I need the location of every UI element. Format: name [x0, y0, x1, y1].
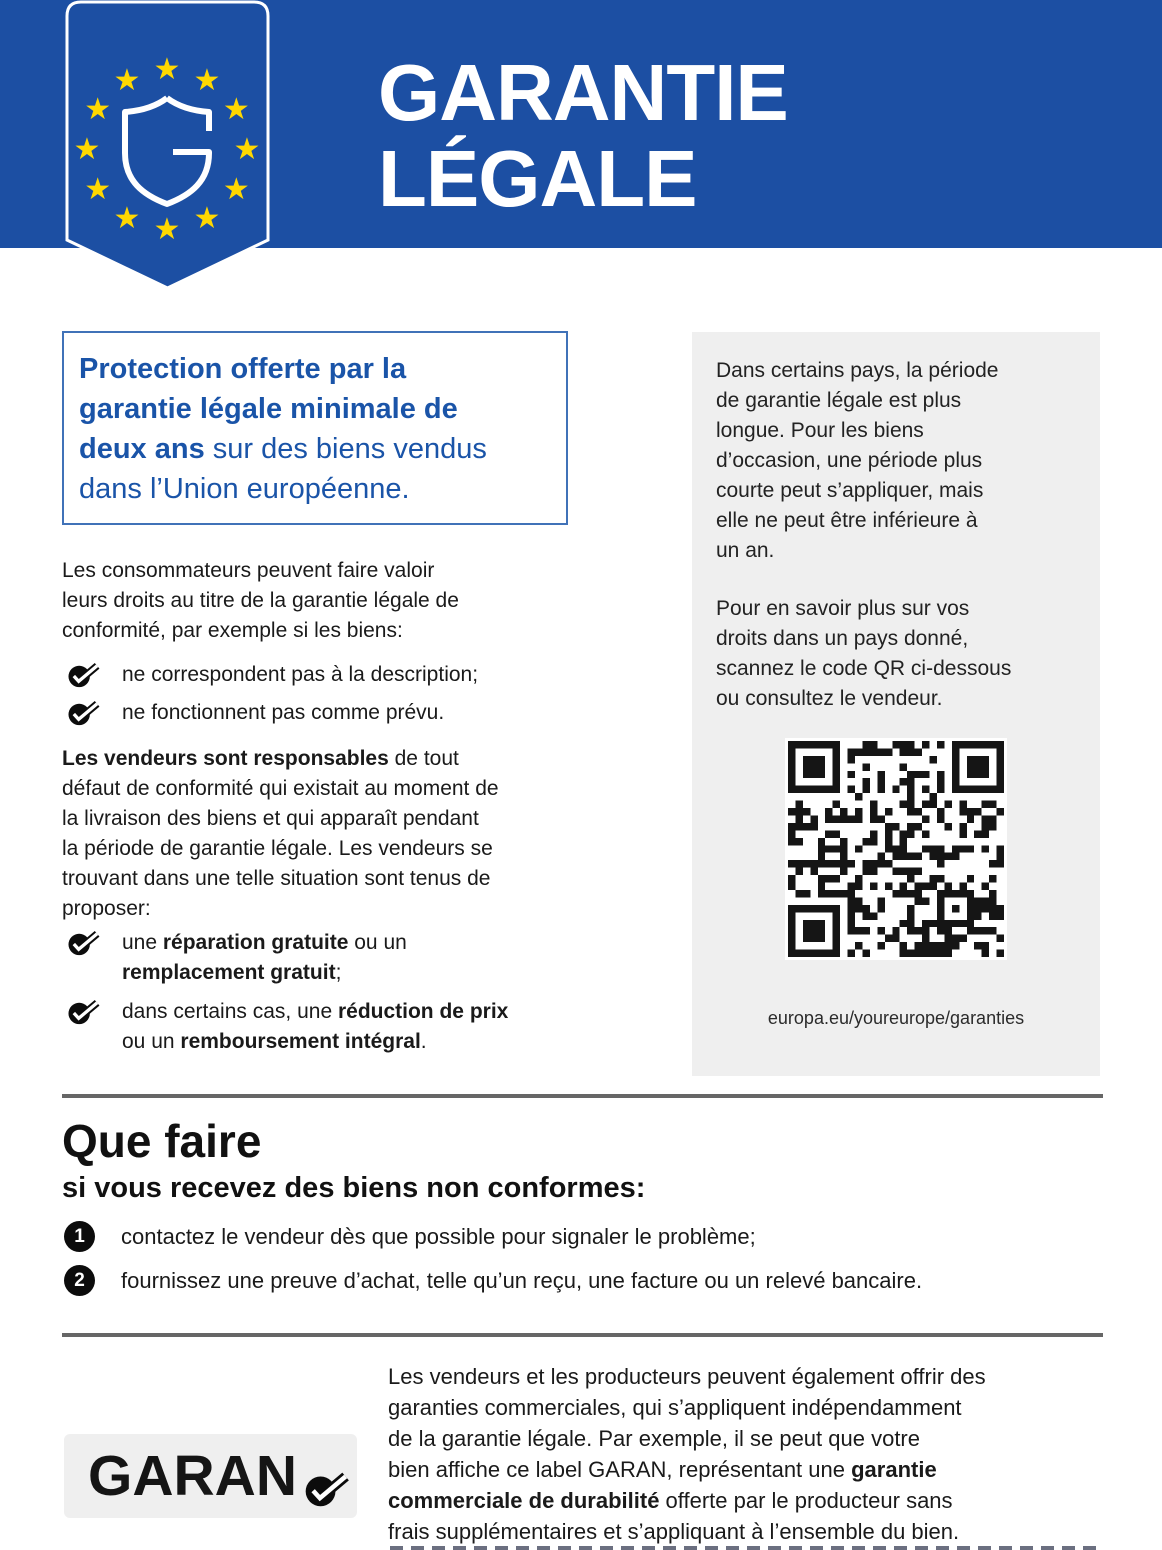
- check-item-text: ne correspondent pas à la description;: [122, 663, 479, 686]
- qr-caption-url: europa.eu/youreurope/garanties: [767, 1008, 1025, 1028]
- eu-star-icon: ★: [233, 133, 261, 166]
- check-item-text: une réparation gratuite ou un remplacement gratuit;: [122, 931, 407, 984]
- page-title-line2: LÉGALE: [378, 134, 697, 223]
- commercial-guarantee-paragraph: Les vendeurs et les producteurs peuvent également offrir des garanties commerciales, qui s’appliquent indépendamment de la garantie légale. Par exemple, il se peut que votre bien affiche ce label GARAN, représentant une garantie commerciale de durabilité offerte par le producteur sans frais supplémentaires et s’appliquant à l’ensemble du bien.: [388, 1364, 986, 1544]
- cutoff-text-line: [390, 1546, 1102, 1550]
- qr-code: [785, 738, 1007, 960]
- eu-guarantee-badge: [65, 0, 270, 290]
- garan-label-text: GARAN: [88, 1444, 297, 1508]
- check-badge-icon: [68, 930, 108, 962]
- check-badge-icon: [305, 1471, 351, 1514]
- check-badge-icon: [68, 700, 108, 732]
- eu-star-icon: ★: [222, 173, 250, 206]
- consumer-rights-paragraph: Les consommateurs peuvent faire valoir leurs droits au titre de la garantie légale de conformité, par exemple si les biens:: [62, 559, 459, 642]
- eu-star-icon: ★: [222, 93, 250, 126]
- qr-instructions-paragraph: Pour en savoir plus sur vos droits dans un pays donné, scannez le code QR ci-dessous ou consultez le vendeur.: [716, 597, 1012, 710]
- eu-star-icon: ★: [153, 53, 181, 86]
- check-item-text: ne fonctionnent pas comme prévu.: [122, 701, 445, 724]
- intro-highlight-box: Protection offerte par la garantie légale minimale de deux ans sur des biens vendus dans l’Union européenne.: [62, 331, 568, 525]
- eu-star-icon: ★: [153, 213, 181, 246]
- section-divider: [62, 1094, 1103, 1098]
- check-badge-icon: [68, 999, 108, 1031]
- page-title: [378, 50, 788, 222]
- what-to-do-subheading: si vous recevez des biens non conformes:: [62, 1172, 646, 1204]
- check-item-description: [68, 660, 638, 694]
- eu-star-icon: ★: [113, 63, 141, 97]
- check-item-text: dans certains cas, une réduction de prix ou un remboursement intégral.: [122, 1000, 509, 1053]
- sellers-responsibility-paragraph: Les vendeurs sont responsables de tout défaut de conformité qui existait au moment de la livraison des biens et qui apparaît pendant la période de garantie légale. Les vendeurs se trouvant dans une telle situation sont tenus de proposer:: [62, 747, 499, 920]
- check-badge-icon: [68, 662, 108, 694]
- step-text: fournissez une preuve d’achat, telle qu’un reçu, une facture ou un relevé bancaire.: [121, 1267, 923, 1293]
- what-to-do-heading: Que faire: [62, 1115, 262, 1167]
- step-text: contactez le vendeur dès que possible pour signaler le problème;: [121, 1223, 756, 1249]
- step-2: [64, 1265, 922, 1296]
- check-item-function: [68, 698, 638, 732]
- page-title-line1: GARANTIE: [378, 48, 788, 137]
- longer-period-paragraph: Dans certains pays, la période de garantie légale est plus longue. Pour les biens d’occasion, une période plus courte peut s’appliquer, mais elle ne peut être inférieure à un an.: [716, 359, 999, 562]
- step-number-badge: 1: [64, 1221, 95, 1252]
- eu-star-icon: ★: [193, 202, 221, 236]
- step-number-badge: 2: [64, 1265, 95, 1296]
- section-divider: [62, 1333, 1103, 1337]
- shield-g-icon: [117, 92, 217, 210]
- step-1: [64, 1221, 756, 1252]
- eu-star-icon: ★: [84, 173, 112, 206]
- check-item-refund: [68, 997, 638, 1057]
- country-info-panel: [692, 332, 1100, 1076]
- eu-star-icon: ★: [113, 202, 141, 236]
- eu-star-icon: ★: [193, 63, 221, 97]
- eu-star-icon: ★: [73, 133, 101, 166]
- garan-label: [64, 1434, 357, 1518]
- eu-star-icon: ★: [84, 93, 112, 126]
- check-item-repair: [68, 928, 638, 988]
